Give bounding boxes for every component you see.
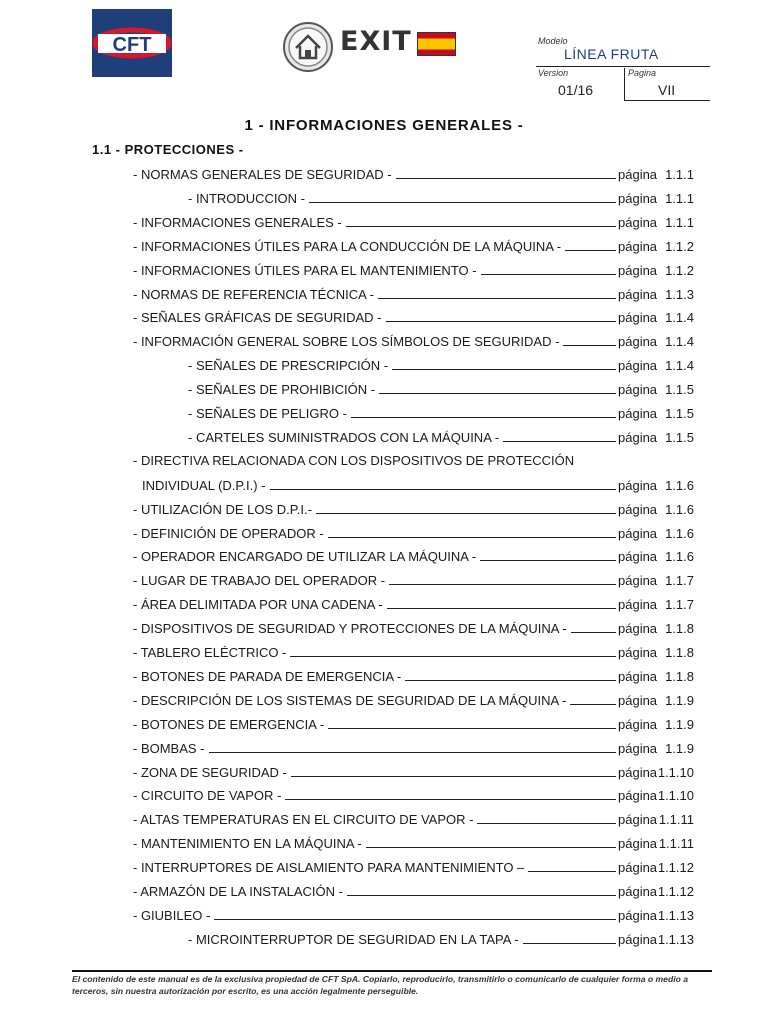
toc-page-number: 1.1.6 [665, 477, 694, 493]
toc-page-word: página [618, 382, 658, 398]
toc-page-ref [618, 167, 694, 182]
toc-entry-title: - INFORMACIONES ÚTILES PARA LA CONDUCCIÓN DE LA MÁQUINA - [133, 238, 562, 254]
toc-leader-line [366, 847, 616, 848]
toc-entry[interactable] [133, 762, 694, 780]
pagina-label: Pagina [628, 68, 657, 78]
toc-page-ref [618, 717, 694, 732]
toc-entry[interactable] [188, 929, 694, 947]
toc-entry[interactable] [133, 236, 694, 254]
toc-entry[interactable] [133, 833, 694, 851]
toc-entry[interactable] [188, 427, 694, 445]
toc-page-ref [618, 526, 694, 541]
toc-page-word: página [618, 525, 658, 541]
toc-entry[interactable] [133, 714, 694, 732]
toc-entry[interactable] [133, 905, 694, 923]
toc-entry[interactable] [188, 379, 694, 397]
toc-page-ref [618, 836, 694, 851]
toc-leader-line [481, 274, 616, 275]
toc-page-ref [618, 573, 694, 588]
version-label: Version [538, 68, 569, 78]
toc-page-number: 1.1.4 [665, 358, 694, 374]
toc-page-word: página [618, 812, 658, 828]
toc-page-word: página [618, 214, 658, 230]
modelo-label: Modelo [538, 36, 568, 46]
toc-entry-title: - UTILIZACIÓN DE LOS D.P.I.- [133, 501, 312, 517]
toc-leader-line [291, 776, 616, 777]
toc-leader-line [480, 560, 616, 561]
toc-page-number: 1.1.6 [665, 525, 694, 541]
logo-text: CFT [112, 34, 152, 56]
toc-entry[interactable] [133, 618, 694, 636]
toc-entry-title: - ALTAS TEMPERATURAS EN EL CIRCUITO DE VAPOR - [133, 812, 474, 828]
toc-page-word: página [618, 645, 658, 660]
toc-page-word: página [618, 716, 658, 732]
toc-leader-line [528, 871, 616, 872]
meta-divider-vertical [624, 68, 625, 100]
toc-page-number: 1.1.9 [665, 716, 694, 732]
toc-page-word: página [618, 597, 658, 613]
toc-entry-title: - INFORMACIONES ÚTILES PARA EL MANTENIMIENTO - [133, 262, 477, 278]
toc-page-word: página [618, 573, 658, 589]
toc-leader-line [392, 369, 616, 370]
toc-page-number: 1.1.12 [657, 884, 694, 899]
toc-entry[interactable] [133, 570, 694, 588]
toc-page-number: 1.1.2 [665, 262, 694, 278]
toc-entry[interactable] [133, 331, 694, 349]
toc-entry[interactable] [133, 690, 694, 708]
toc-leader-line [571, 632, 616, 633]
toc-page-number: 1.1.8 [665, 668, 694, 684]
toc-entry-title: - CIRCUITO DE VAPOR - [133, 788, 282, 804]
toc-page-word: página [618, 907, 658, 923]
toc-entry[interactable] [142, 475, 694, 493]
toc-entry[interactable] [133, 881, 694, 899]
toc-entry[interactable] [188, 188, 694, 206]
toc-page-word: página [618, 668, 658, 684]
footer-disclaimer: El contenido de este manual es de la exclusiva propiedad de CFT SpA. Copiarlo, reproducirlo, transmitirlo o comunicarlo de cualquier forma o medio a terceros, sin nuestra autorización por escrito, es una acción legalmente perseguible. [72, 974, 689, 996]
toc-page-word: página [618, 860, 658, 876]
toc-entry[interactable] [133, 307, 694, 325]
toc-page-number: 1.1.5 [665, 429, 694, 445]
meta-divider-top [536, 66, 710, 67]
toc-page-ref [618, 621, 694, 636]
toc-page-number: 1.1.6 [665, 549, 694, 565]
toc-page-number: 1.1.9 [665, 740, 694, 756]
toc-page-number: 1.1.7 [665, 573, 694, 589]
pagina-value: VII [658, 82, 676, 98]
toc-page-number: 1.1.4 [665, 310, 694, 326]
toc-leader-line [378, 298, 616, 299]
toc-page-word: página [618, 836, 658, 852]
toc-entry[interactable] [133, 594, 694, 612]
toc-entry[interactable] [188, 355, 694, 373]
toc-entry[interactable] [133, 857, 694, 875]
toc-leader-line [209, 752, 616, 753]
toc-page-number: 1.1.2 [665, 238, 694, 254]
toc-leader-line [214, 919, 616, 920]
toc-page-ref [618, 478, 694, 493]
toc-entry[interactable] [133, 212, 694, 230]
toc-page-ref [618, 382, 694, 397]
footer-divider [72, 970, 712, 972]
toc-entry[interactable] [133, 738, 694, 756]
toc-page-word: página [618, 238, 658, 254]
version-value: 01/16 [558, 82, 594, 98]
toc-leader-line [351, 417, 616, 418]
toc-entry[interactable] [133, 164, 694, 182]
toc-entry-title: - BOTONES DE PARADA DE EMERGENCIA - [133, 668, 402, 684]
toc-page-ref [618, 430, 694, 445]
toc-page-number: 1.1.10 [657, 764, 694, 780]
toc-entry[interactable] [133, 809, 694, 827]
toc-leader-line [387, 608, 616, 609]
toc-entry-title: - INTRODUCCION - [188, 190, 305, 206]
meta-divider-bottom [624, 100, 710, 101]
toc-leader-line [523, 943, 616, 944]
toc-leader-line [389, 584, 616, 585]
toc-entry-title: - BOTONES DE EMERGENCIA - [133, 716, 325, 732]
toc-page-ref [618, 191, 694, 206]
toc-entry[interactable] [133, 546, 694, 564]
toc-page-word: página [618, 884, 658, 899]
toc-page-number: 1.1.4 [665, 334, 694, 350]
toc-entry-title: - BOMBAS - [133, 740, 205, 756]
toc-page-word: página [618, 931, 658, 947]
toc-leader-line [309, 202, 616, 203]
toc-entry-title: - DESCRIPCIÓN DE LOS SISTEMAS DE SEGURIDAD DE LA MÁQUINA - [133, 692, 567, 708]
toc-page-ref [618, 884, 694, 899]
toc-page-word: página [618, 764, 658, 780]
toc-page-number: 1.1.12 [657, 860, 694, 876]
toc-page-word: página [618, 310, 658, 326]
toc-page-number: 1.1.1 [665, 190, 694, 206]
toc-page-ref [618, 788, 694, 803]
toc-leader-line [563, 345, 616, 346]
toc-page-word: página [618, 477, 658, 493]
toc-entry-title: - MICROINTERRUPTOR DE SEGURIDAD EN LA TAPA - [188, 931, 519, 947]
toc-page-number: 1.1.5 [665, 406, 694, 421]
toc-entry-title: - DISPOSITIVOS DE SEGURIDAD Y PROTECCIONES DE LA MÁQUINA - [133, 621, 567, 637]
toc-page-number: 1.1.7 [665, 597, 694, 613]
modelo-value: LÍNEA FRUTA [564, 46, 659, 62]
toc-page-ref [618, 287, 694, 302]
toc-page-number: 1.1.5 [665, 382, 694, 398]
toc-page-word: página [618, 740, 658, 756]
toc-entry[interactable] [188, 403, 694, 421]
toc-entry[interactable] [133, 785, 694, 803]
toc-page-ref [618, 310, 694, 325]
toc-page-ref [618, 741, 694, 756]
toc-page-number: 1.1.13 [657, 907, 694, 923]
toc-page-number: 1.1.6 [665, 501, 694, 517]
toc-leader-line [570, 704, 616, 705]
toc-page-number: 1.1.1 [665, 214, 694, 230]
toc-page-number: 1.1.3 [665, 286, 694, 302]
toc-page-ref [618, 860, 694, 875]
toc-leader-line [386, 321, 617, 322]
toc-leader-line [316, 513, 616, 514]
toc-page-number: 1.1.11 [658, 836, 694, 852]
toc-entry[interactable] [133, 666, 694, 684]
toc-entry-title: - INFORMACIONES GENERALES - [133, 214, 342, 230]
toc-page-word: página [618, 406, 658, 421]
toc-page-ref [618, 932, 694, 947]
toc-entry-text: - DIRECTIVA RELACIONADA CON LOS DISPOSITIVOS DE PROTECCIÓN [133, 452, 575, 468]
toc-leader-line [477, 823, 616, 824]
toc-page-ref [618, 765, 694, 780]
toc-page-ref [618, 669, 694, 684]
toc-page-ref [618, 502, 694, 517]
toc-entry-title: - LUGAR DE TRABAJO DEL OPERADOR - [133, 573, 386, 589]
toc-leader-line [346, 226, 616, 227]
toc-page-number: 1.1.8 [665, 621, 694, 637]
toc-page-word: página [618, 429, 658, 445]
toc-page-word: página [618, 692, 658, 708]
toc-entry-title: INDIVIDUAL (D.P.I.) - [142, 477, 266, 493]
toc-entry-title: - CARTELES SUMINISTRADOS CON LA MÁQUINA - [188, 429, 500, 445]
toc-leader-line [565, 250, 616, 251]
toc-entry[interactable] [133, 284, 694, 302]
toc-page-ref [618, 549, 694, 564]
toc-page-word: página [618, 549, 658, 565]
toc-entry[interactable] [133, 642, 694, 660]
toc-leader-line [328, 537, 616, 538]
toc-page-word: página [618, 501, 658, 517]
toc-entry-title: - ARMAZÓN DE LA INSTALACIÓN - [133, 884, 343, 899]
toc-page-ref [618, 812, 694, 827]
toc-leader-line [379, 393, 616, 394]
toc-entry[interactable] [133, 523, 694, 541]
toc-entry-title: - INFORMACIÓN GENERAL SOBRE LOS SÍMBOLOS DE SEGURIDAD - [133, 334, 560, 350]
toc-page-ref [618, 908, 694, 923]
toc-leader-line [347, 895, 616, 896]
toc-entry[interactable] [133, 260, 694, 278]
toc-leader-line [396, 178, 616, 179]
section-heading: 1.1 - PROTECCIONES - [92, 142, 244, 157]
toc-page-word: página [618, 190, 658, 206]
toc-entry-title: - NORMAS DE REFERENCIA TÉCNICA - [133, 286, 375, 302]
toc-page-word: página [618, 788, 658, 804]
toc-leader-line [503, 441, 616, 442]
toc-page-ref [618, 645, 694, 660]
toc-entry-title: - GIUBILEO - [133, 907, 211, 923]
toc-entry-title: - ÁREA DELIMITADA POR UNA CADENA - [133, 597, 383, 613]
toc-page-ref [618, 597, 694, 612]
toc-entry-title: - INTERRUPTORES DE AISLAMIENTO PARA MANTENIMIENTO – [133, 860, 525, 876]
toc-leader-line [328, 728, 616, 729]
toc-page-word: página [618, 621, 658, 637]
toc-leader-line [405, 680, 616, 681]
toc-page-word: página [618, 262, 658, 278]
toc-entry-title: - SEÑALES DE PROHIBICIÓN - [188, 382, 376, 398]
document-meta [536, 36, 710, 102]
toc-leader-line [290, 656, 616, 657]
toc-page-ref [618, 239, 694, 254]
toc-entry-title: - SEÑALES DE PRESCRIPCIÓN - [188, 358, 389, 374]
toc-leader-line [285, 799, 616, 800]
toc-leader-line [270, 489, 616, 490]
toc-page-word: página [618, 286, 658, 302]
toc-page-ref [618, 693, 694, 708]
toc-page-word: página [618, 334, 658, 350]
toc-entry[interactable] [133, 499, 694, 517]
home-icon[interactable] [282, 21, 334, 78]
toc-page-ref [618, 406, 694, 421]
toc-page-word: página [618, 358, 658, 374]
toc-entry-title: - DEFINICIÓN DE OPERADOR - [133, 525, 324, 541]
toc-entry-title: - MANTENIMIENTO EN LA MÁQUINA - [133, 836, 362, 852]
toc-entry-title: - NORMAS GENERALES DE SEGURIDAD - [133, 167, 392, 182]
toc-page-ref [618, 358, 694, 373]
toc-entry-title: - TABLERO ELÉCTRICO - [133, 645, 287, 660]
spain-flag-icon [417, 32, 456, 56]
toc-page-word: página [618, 167, 658, 182]
toc-page-number: 1.1.9 [665, 692, 694, 708]
toc-page-number: 1.1.10 [657, 788, 694, 804]
toc-entry-title: - SEÑALES GRÁFICAS DE SEGURIDAD - [133, 310, 382, 326]
toc-page-ref [618, 334, 694, 349]
toc-entry-title: - SEÑALES DE PELIGRO - [188, 406, 347, 421]
cft-logo [92, 9, 172, 77]
chapter-title: 1 - INFORMACIONES GENERALES - [244, 117, 524, 134]
toc-entry-title: - ZONA DE SEGURIDAD - [133, 764, 287, 780]
toc-entry-title: - OPERADOR ENCARGADO DE UTILIZAR LA MÁQUINA - [133, 549, 477, 565]
toc-page-ref [618, 215, 694, 230]
toc-page-number: 1.1.8 [665, 645, 694, 660]
toc-page-number: 1.1.13 [657, 931, 694, 947]
exit-label: EXIT [340, 26, 412, 57]
toc-page-number: 1.1.11 [658, 812, 694, 828]
toc-page-number: 1.1.1 [665, 167, 694, 182]
toc-page-ref [618, 263, 694, 278]
